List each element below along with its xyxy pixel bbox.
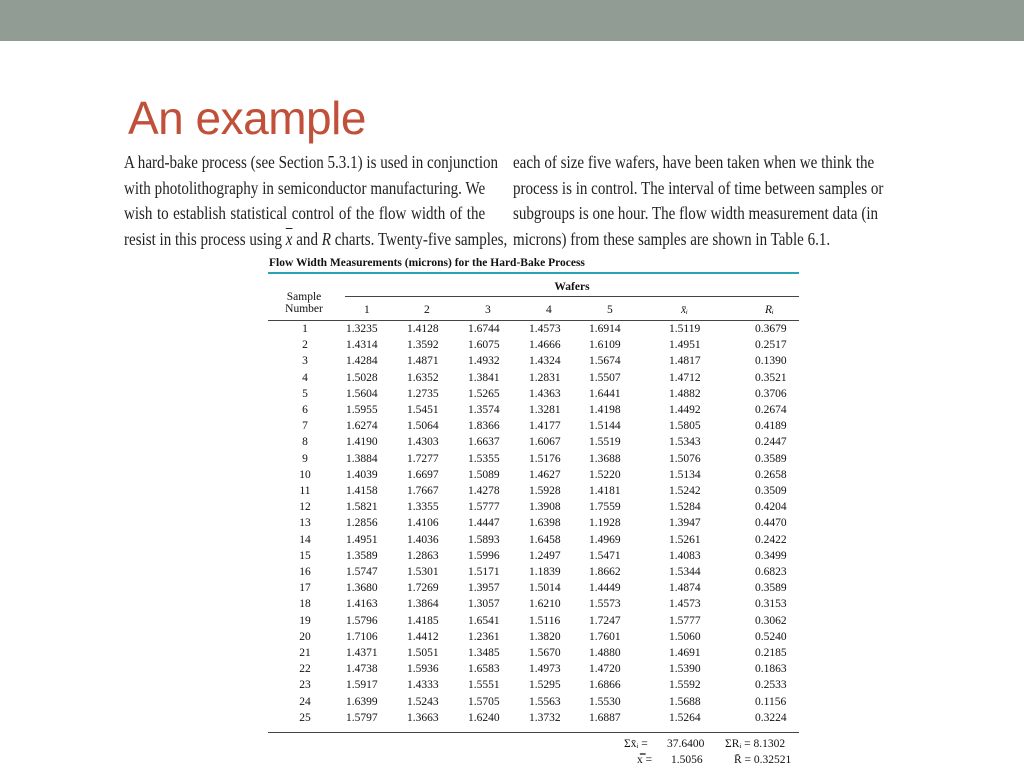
wafer-2-cell: 1.7277 bbox=[407, 452, 439, 465]
wafer-4-cell: 1.1839 bbox=[529, 566, 561, 578]
table-row bbox=[0, 598, 1024, 614]
sample-range-cell: 0.5240 bbox=[755, 630, 787, 643]
wafer-1-cell: 1.5796 bbox=[346, 614, 378, 627]
wafer-5-cell: 1.5507 bbox=[589, 371, 621, 384]
sample-number-cell: 16 bbox=[299, 566, 311, 578]
wafer-2-cell: 1.4303 bbox=[407, 436, 439, 449]
table-row bbox=[0, 469, 1024, 485]
wafer-2-cell: 1.6352 bbox=[407, 371, 439, 384]
wafer-2-cell: 1.5064 bbox=[407, 420, 439, 433]
wafer-5-cell: 1.3688 bbox=[589, 452, 621, 465]
wafer-4-cell: 1.6398 bbox=[529, 517, 561, 530]
wafer-1-cell: 1.3589 bbox=[346, 549, 378, 562]
wafer-2-cell: 1.4128 bbox=[407, 323, 439, 335]
wafer-5-cell: 1.6109 bbox=[589, 339, 621, 352]
sample-range-cell: 0.6823 bbox=[755, 566, 787, 578]
sample-mean-cell: 1.5060 bbox=[669, 630, 701, 643]
sample-mean-cell: 1.4083 bbox=[669, 549, 701, 562]
wafer-5-cell: 1.7601 bbox=[589, 630, 621, 643]
wafer-1-cell: 1.7106 bbox=[346, 630, 378, 643]
sample-number-cell: 9 bbox=[302, 452, 308, 465]
table-row bbox=[0, 679, 1024, 695]
table-row bbox=[0, 485, 1024, 501]
wafer-3-cell: 1.5355 bbox=[468, 452, 500, 465]
wafer-1-cell: 1.4163 bbox=[346, 598, 378, 611]
sample-mean-cell: 1.5134 bbox=[669, 468, 701, 481]
wafer-1-cell: 1.5955 bbox=[346, 404, 378, 416]
wafer-5-cell: 1.4198 bbox=[589, 404, 621, 416]
wafer-4-cell: 1.5295 bbox=[529, 679, 561, 692]
wafer-5-cell: 1.4720 bbox=[589, 663, 621, 676]
sample-range-cell: 0.4204 bbox=[755, 501, 787, 514]
column-header: 4 bbox=[546, 304, 552, 316]
grand-mean-value: 1.5056 bbox=[671, 754, 703, 766]
wafer-5-cell: 1.7247 bbox=[589, 614, 621, 627]
header-bottom-rule bbox=[268, 320, 799, 321]
wafer-5-cell: 1.5220 bbox=[589, 468, 621, 481]
sample-number-cell: 15 bbox=[299, 549, 311, 562]
sample-number-header bbox=[276, 291, 332, 315]
sample-mean-cell: 1.5076 bbox=[669, 452, 701, 465]
table-title: Flow Width Measurements (microns) for the Hard-Bake Process bbox=[269, 257, 585, 269]
wafer-3-cell: 1.5089 bbox=[468, 468, 500, 481]
column-header: 2 bbox=[424, 304, 430, 316]
wafer-1-cell: 1.4158 bbox=[346, 485, 378, 497]
sample-mean-cell: 1.5242 bbox=[669, 485, 701, 497]
sample-number-cell: 20 bbox=[299, 630, 311, 643]
sample-range-cell: 0.3589 bbox=[755, 452, 787, 465]
table-row bbox=[0, 631, 1024, 647]
sample-number-cell: 23 bbox=[299, 679, 311, 692]
wafer-1-cell: 1.3680 bbox=[346, 582, 378, 595]
wafer-2-cell: 1.3592 bbox=[407, 339, 439, 352]
sample-number-cell: 24 bbox=[299, 695, 311, 708]
text-fragment: and bbox=[292, 229, 322, 250]
wafer-3-cell: 1.5171 bbox=[468, 566, 500, 578]
header-line: Number bbox=[285, 303, 323, 315]
text-fragment: charts. Twenty-five samples, bbox=[330, 229, 508, 250]
table-row bbox=[0, 615, 1024, 631]
wafer-2-cell: 1.4333 bbox=[407, 679, 439, 692]
table-row bbox=[0, 339, 1024, 355]
sample-number-cell: 21 bbox=[299, 647, 311, 659]
column-header-range: Rᵢ bbox=[765, 304, 774, 316]
sample-number-cell: 2 bbox=[302, 339, 308, 352]
wafer-1-cell: 1.5797 bbox=[346, 711, 378, 724]
paragraph-right-column bbox=[513, 150, 884, 253]
wafer-4-cell: 1.5116 bbox=[529, 614, 561, 627]
table-row bbox=[0, 420, 1024, 436]
wafer-1-cell: 1.5917 bbox=[346, 679, 378, 692]
paragraph-line: microns) from these samples are shown in Table 6.1. bbox=[513, 229, 831, 250]
slide-title: An example bbox=[128, 92, 366, 144]
header-line: Sample bbox=[286, 291, 322, 303]
wafer-2-cell: 1.4185 bbox=[407, 614, 439, 627]
sample-number-cell: 4 bbox=[302, 371, 308, 384]
wafer-2-cell: 1.5243 bbox=[407, 695, 439, 708]
wafers-header-rule bbox=[345, 296, 799, 297]
wafer-3-cell: 1.3485 bbox=[468, 647, 500, 659]
wafer-2-cell: 1.4106 bbox=[407, 517, 439, 530]
sample-mean-cell: 1.4951 bbox=[669, 339, 701, 352]
column-header-xbar: x̄ᵢ bbox=[681, 304, 688, 316]
table-row bbox=[0, 696, 1024, 712]
sample-mean-cell: 1.5119 bbox=[669, 323, 701, 335]
table-row bbox=[0, 517, 1024, 533]
wafer-1-cell: 1.4039 bbox=[346, 468, 378, 481]
sample-range-cell: 0.1863 bbox=[755, 663, 787, 676]
wafer-3-cell: 1.3841 bbox=[468, 371, 500, 384]
wafer-2-cell: 1.5936 bbox=[407, 663, 439, 676]
wafer-3-cell: 1.3574 bbox=[468, 404, 500, 416]
wafer-3-cell: 1.8366 bbox=[468, 420, 500, 433]
sample-range-cell: 0.2422 bbox=[755, 533, 787, 546]
wafer-2-cell: 1.4412 bbox=[407, 630, 439, 643]
wafer-4-cell: 1.5176 bbox=[529, 452, 561, 465]
table-bottom-rule bbox=[268, 732, 799, 733]
wafer-2-cell: 1.3663 bbox=[407, 711, 439, 724]
wafer-5-cell: 1.4969 bbox=[589, 533, 621, 546]
wafer-2-cell: 1.3355 bbox=[407, 501, 439, 514]
table-row bbox=[0, 372, 1024, 388]
wafer-2-cell: 1.5451 bbox=[407, 404, 439, 416]
wafer-3-cell: 1.5893 bbox=[468, 533, 500, 546]
sample-number-cell: 25 bbox=[299, 711, 311, 724]
wafer-4-cell: 1.4573 bbox=[529, 323, 561, 335]
wafer-2-cell: 1.3864 bbox=[407, 598, 439, 611]
wafer-5-cell: 1.4449 bbox=[589, 582, 621, 595]
sample-range-cell: 0.3679 bbox=[755, 323, 787, 335]
wafer-3-cell: 1.6541 bbox=[468, 614, 500, 627]
wafer-1-cell: 1.6274 bbox=[346, 420, 378, 433]
sample-mean-cell: 1.5592 bbox=[669, 679, 701, 692]
sample-mean-cell: 1.5261 bbox=[669, 533, 701, 546]
wafer-4-cell: 1.3732 bbox=[529, 711, 561, 724]
sample-number-cell: 17 bbox=[299, 582, 311, 595]
wafer-4-cell: 1.5928 bbox=[529, 485, 561, 497]
wafer-1-cell: 1.4190 bbox=[346, 436, 378, 449]
wafer-5-cell: 1.5519 bbox=[589, 436, 621, 449]
r-symbol: R bbox=[321, 229, 331, 250]
table-row bbox=[0, 647, 1024, 663]
wafer-3-cell: 1.6240 bbox=[468, 711, 500, 724]
sample-range-cell: 0.1156 bbox=[755, 695, 787, 708]
wafer-4-cell: 1.4973 bbox=[529, 663, 561, 676]
sample-range-cell: 0.2674 bbox=[755, 404, 787, 416]
wafer-2-cell: 1.5301 bbox=[407, 566, 439, 578]
wafer-5-cell: 1.4181 bbox=[589, 485, 621, 497]
wafer-1-cell: 1.6399 bbox=[346, 695, 378, 708]
wafer-1-cell: 1.5604 bbox=[346, 387, 378, 400]
sum-xbar-label: Σx̄ᵢ = bbox=[624, 738, 648, 750]
wafer-4-cell: 1.3820 bbox=[529, 630, 561, 643]
sample-mean-cell: 1.5284 bbox=[669, 501, 701, 514]
grand-mean-label: x̿ = bbox=[637, 754, 653, 766]
wafer-2-cell: 1.6697 bbox=[407, 468, 439, 481]
wafer-3-cell: 1.5265 bbox=[468, 387, 500, 400]
wafer-2-cell: 1.4036 bbox=[407, 533, 439, 546]
sample-range-cell: 0.4189 bbox=[755, 420, 787, 433]
wafer-2-cell: 1.7667 bbox=[407, 485, 439, 497]
sample-range-cell: 0.3509 bbox=[755, 485, 787, 497]
wafer-1-cell: 1.3235 bbox=[346, 323, 378, 335]
wafer-5-cell: 1.4880 bbox=[589, 647, 621, 659]
sample-number-cell: 10 bbox=[299, 468, 311, 481]
sample-range-cell: 0.3589 bbox=[755, 582, 787, 595]
sample-number-cell: 8 bbox=[302, 436, 308, 449]
wafer-2-cell: 1.2863 bbox=[407, 549, 439, 562]
wafer-4-cell: 1.5563 bbox=[529, 695, 561, 708]
paragraph-left-column bbox=[124, 150, 508, 253]
sample-range-cell: 0.3153 bbox=[755, 598, 787, 611]
sample-range-cell: 0.3706 bbox=[755, 387, 787, 400]
sample-mean-cell: 1.4492 bbox=[669, 404, 701, 416]
wafer-4-cell: 1.4666 bbox=[529, 339, 561, 352]
wafer-3-cell: 1.6583 bbox=[468, 663, 500, 676]
sample-mean-cell: 1.4882 bbox=[669, 387, 701, 400]
wafer-1-cell: 1.4951 bbox=[346, 533, 378, 546]
sample-mean-cell: 1.4573 bbox=[669, 598, 701, 611]
sample-mean-cell: 1.4874 bbox=[669, 582, 701, 595]
wafer-3-cell: 1.5705 bbox=[468, 695, 500, 708]
wafer-5-cell: 1.1928 bbox=[589, 517, 621, 530]
column-header: 1 bbox=[364, 304, 370, 316]
sample-number-cell: 14 bbox=[299, 533, 311, 546]
wafer-3-cell: 1.4447 bbox=[468, 517, 500, 530]
wafer-1-cell: 1.4738 bbox=[346, 663, 378, 676]
wafer-4-cell: 1.4324 bbox=[529, 355, 561, 368]
wafer-3-cell: 1.3057 bbox=[468, 598, 500, 611]
wafer-1-cell: 1.3884 bbox=[346, 452, 378, 465]
table-row bbox=[0, 404, 1024, 420]
wafer-3-cell: 1.3957 bbox=[468, 582, 500, 595]
sample-number-cell: 12 bbox=[299, 501, 311, 514]
sum-xbar-value: 37.6400 bbox=[667, 738, 705, 750]
wafer-3-cell: 1.5996 bbox=[468, 549, 500, 562]
wafer-3-cell: 1.6637 bbox=[468, 436, 500, 449]
sum-range: ΣRᵢ = 8.1302 bbox=[725, 738, 786, 750]
xbar-symbol: $\overline{x}$ bbox=[285, 229, 293, 250]
wafer-4-cell: 1.4627 bbox=[529, 468, 561, 481]
wafer-4-cell: 1.6458 bbox=[529, 533, 561, 546]
sample-mean-cell: 1.5343 bbox=[669, 436, 701, 449]
sample-mean-cell: 1.5777 bbox=[669, 614, 701, 627]
table-row bbox=[0, 355, 1024, 371]
paragraph-line: with photolithography in semiconductor manufacturing. We bbox=[124, 177, 486, 198]
wafer-4-cell: 1.3908 bbox=[529, 501, 561, 514]
table-row bbox=[0, 663, 1024, 679]
wafer-5-cell: 1.6866 bbox=[589, 679, 621, 692]
sample-number-cell: 13 bbox=[299, 517, 311, 530]
wafer-3-cell: 1.6744 bbox=[468, 323, 500, 335]
wafer-3-cell: 1.5551 bbox=[468, 679, 500, 692]
column-header: 3 bbox=[485, 304, 491, 316]
wafer-1-cell: 1.2856 bbox=[346, 517, 378, 530]
sample-range-cell: 0.4470 bbox=[755, 517, 787, 530]
wafer-4-cell: 1.4177 bbox=[529, 420, 561, 433]
table-row bbox=[0, 566, 1024, 582]
table-row bbox=[0, 534, 1024, 550]
wafer-5-cell: 1.5530 bbox=[589, 695, 621, 708]
wafer-3-cell: 1.2361 bbox=[468, 630, 500, 643]
table-row bbox=[0, 388, 1024, 404]
wafer-4-cell: 1.2497 bbox=[529, 549, 561, 562]
sample-range-cell: 0.3224 bbox=[755, 711, 787, 724]
table-row bbox=[0, 453, 1024, 469]
sample-range-cell: 0.1390 bbox=[755, 355, 787, 368]
wafer-5-cell: 1.6887 bbox=[589, 711, 621, 724]
wafer-4-cell: 1.4363 bbox=[529, 387, 561, 400]
sample-mean-cell: 1.4712 bbox=[669, 371, 701, 384]
sample-number-cell: 3 bbox=[302, 355, 308, 368]
sample-range-cell: 0.2185 bbox=[755, 647, 787, 659]
table-row bbox=[0, 501, 1024, 517]
sample-mean-cell: 1.5805 bbox=[669, 420, 701, 433]
table-row bbox=[0, 550, 1024, 566]
sample-number-cell: 6 bbox=[302, 404, 308, 416]
wafer-1-cell: 1.5028 bbox=[346, 371, 378, 384]
sample-mean-cell: 1.5264 bbox=[669, 711, 701, 724]
wafer-3-cell: 1.4932 bbox=[468, 355, 500, 368]
sample-number-cell: 18 bbox=[299, 598, 311, 611]
sample-mean-cell: 1.3947 bbox=[669, 517, 701, 530]
wafer-5-cell: 1.6914 bbox=[589, 323, 621, 335]
top-accent-bar bbox=[0, 0, 1024, 41]
table-row bbox=[0, 436, 1024, 452]
average-range: R̄ = 0.32521 bbox=[734, 754, 792, 766]
column-header: 5 bbox=[607, 304, 613, 316]
text-fragment: resist in this process using bbox=[124, 229, 286, 250]
wafer-1-cell: 1.5747 bbox=[346, 566, 378, 578]
paragraph-line bbox=[124, 227, 508, 253]
sample-range-cell: 0.3499 bbox=[755, 549, 787, 562]
wafer-1-cell: 1.4371 bbox=[346, 647, 378, 659]
wafer-2-cell: 1.2735 bbox=[407, 387, 439, 400]
sample-number-cell: 5 bbox=[302, 387, 308, 400]
wafer-4-cell: 1.2831 bbox=[529, 371, 561, 384]
wafer-1-cell: 1.4284 bbox=[346, 355, 378, 368]
wafer-2-cell: 1.7269 bbox=[407, 582, 439, 595]
paragraph-line: wish to establish statistical control of the flow width of the bbox=[124, 203, 486, 224]
wafer-5-cell: 1.7559 bbox=[589, 501, 621, 514]
wafer-4-cell: 1.5014 bbox=[529, 582, 561, 595]
paragraph-line: each of size five wafers, have been taken when we think the bbox=[513, 152, 875, 172]
table-row bbox=[0, 712, 1024, 728]
wafer-4-cell: 1.5670 bbox=[529, 647, 561, 659]
wafer-5-cell: 1.5573 bbox=[589, 598, 621, 611]
wafer-1-cell: 1.5821 bbox=[346, 501, 378, 514]
paragraph-line: process is in control. The interval of time between samples or bbox=[513, 177, 884, 198]
sample-mean-cell: 1.5390 bbox=[669, 663, 701, 676]
sample-number-cell: 22 bbox=[299, 663, 311, 676]
sample-mean-cell: 1.4817 bbox=[669, 355, 701, 368]
wafer-4-cell: 1.6067 bbox=[529, 436, 561, 449]
wafer-4-cell: 1.6210 bbox=[529, 598, 561, 611]
wafer-1-cell: 1.4314 bbox=[346, 339, 378, 352]
wafer-3-cell: 1.5777 bbox=[468, 501, 500, 514]
paragraph-line: A hard-bake process (see Section 5.3.1) is used in conjunction bbox=[124, 152, 499, 172]
table-row bbox=[0, 582, 1024, 598]
sample-number-cell: 11 bbox=[299, 485, 311, 497]
sample-range-cell: 0.2533 bbox=[755, 679, 787, 692]
wafer-5-cell: 1.6441 bbox=[589, 387, 621, 400]
wafer-5-cell: 1.5674 bbox=[589, 355, 621, 368]
sample-number-cell: 1 bbox=[302, 323, 308, 335]
sample-number-cell: 19 bbox=[299, 614, 311, 627]
wafer-3-cell: 1.4278 bbox=[468, 485, 500, 497]
sample-range-cell: 0.2658 bbox=[755, 468, 787, 481]
table-top-rule bbox=[268, 272, 799, 274]
table-row bbox=[0, 323, 1024, 339]
sample-range-cell: 0.2517 bbox=[755, 339, 787, 352]
sample-mean-cell: 1.5344 bbox=[669, 566, 701, 578]
wafer-2-cell: 1.5051 bbox=[407, 647, 439, 659]
wafer-4-cell: 1.3281 bbox=[529, 404, 561, 416]
paragraph-line: subgroups is one hour. The flow width measurement data (in bbox=[513, 203, 879, 224]
wafer-5-cell: 1.8662 bbox=[589, 566, 621, 578]
wafers-group-header: Wafers bbox=[554, 281, 590, 293]
sample-range-cell: 0.3521 bbox=[755, 371, 787, 384]
sample-range-cell: 0.3062 bbox=[755, 614, 787, 627]
wafer-3-cell: 1.6075 bbox=[468, 339, 500, 352]
sample-mean-cell: 1.4691 bbox=[669, 647, 701, 659]
sample-mean-cell: 1.5688 bbox=[669, 695, 701, 708]
wafer-2-cell: 1.4871 bbox=[407, 355, 439, 368]
sample-number-cell: 7 bbox=[302, 420, 308, 433]
wafer-5-cell: 1.5471 bbox=[589, 549, 621, 562]
sample-range-cell: 0.2447 bbox=[755, 436, 787, 449]
wafer-5-cell: 1.5144 bbox=[589, 420, 621, 433]
